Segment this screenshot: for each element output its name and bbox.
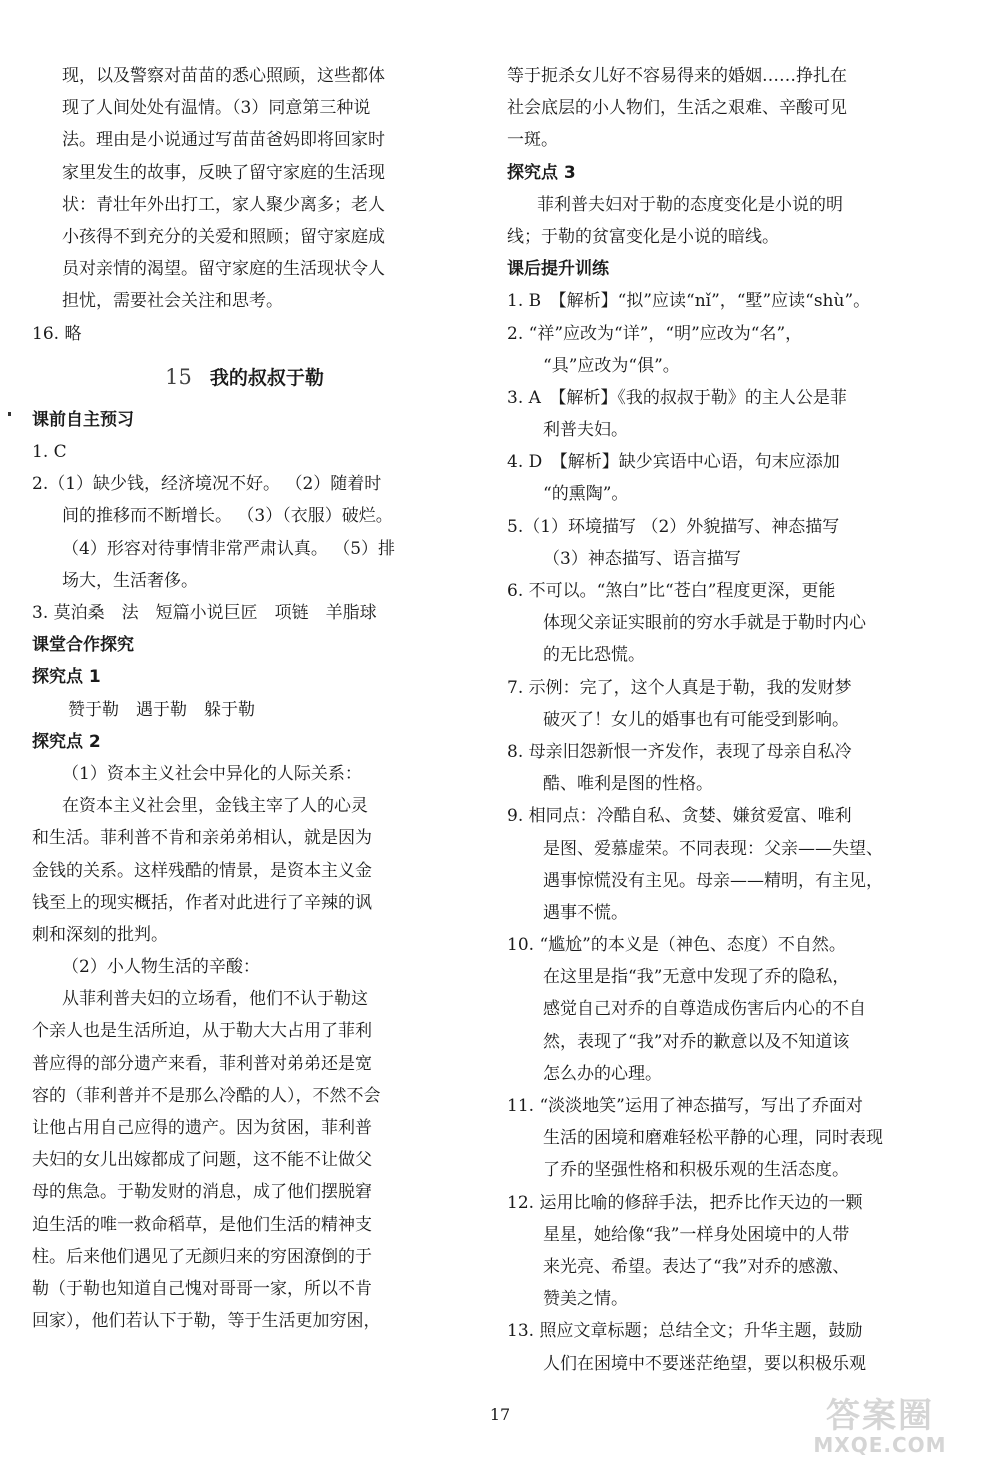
text-line: 母的焦急。于勒发财的消息，成了他们摆脱窘 [32, 1182, 372, 1203]
text-line: 从菲利普夫妇的立场看，他们不认于勒这 [62, 989, 368, 1010]
text-line: 回家），他们若认下于勒，等于生活更加穷困， [32, 1311, 381, 1332]
text-line: 怎么办的心理。 [543, 1063, 662, 1084]
text-line: 担忧，需要社会关注和思考。 [62, 291, 283, 312]
text-line: 状：青壮年外出打工，家人聚少离多；老人 [62, 194, 385, 215]
text-line: 一斑。 [507, 130, 558, 151]
text-line: 1. B 【解析】“拟”应读“nǐ”，“墅”应读“shù”。 [507, 291, 871, 312]
text-line: 场大，生活奢侈。 [62, 570, 198, 591]
text-line: 7. 示例：完了，这个人真是于勒，我的发财梦 [507, 677, 852, 698]
text-line: 3. 莫泊桑 法 短篇小说巨匠 项链 羊脂球 [32, 603, 377, 623]
section-heading: 课前自主预习 [32, 409, 134, 430]
text-line: （1）资本主义社会中异化的人际关系： [62, 763, 362, 784]
section-heading: 课后提升训练 [507, 259, 609, 280]
text-line: 了乔的坚强性格和积极乐观的生活态度。 [543, 1160, 849, 1181]
text-line: 6. 不可以。“煞白”比“苍白”程度更深，更能 [507, 581, 836, 601]
text-line: 感觉自己对乔的自尊造成伤害后内心的不自 [543, 999, 866, 1020]
text-line: 间的推移而不断增长。 （3）（衣服）破烂。 [62, 506, 393, 527]
margin-mark [8, 412, 11, 416]
left-column [32, 60, 457, 1337]
text-line: 让他占用自己应得的遗产。因为贫困，菲利普 [32, 1118, 372, 1138]
text-line: 在这里是指“我”无意中发现了乔的隐私， [543, 967, 850, 988]
text-line: 钱至上的现实概括，作者对此进行了辛辣的讽 [32, 892, 372, 913]
text-line: 11. “淡淡地笑”运用了神态描写，写出了乔面对 [507, 1096, 863, 1116]
section-heading: 探究点 2 [32, 731, 101, 752]
text-line: 遇事不慌。 [543, 902, 628, 923]
text-line: 员对亲情的渴望。留守家庭的生活现状令人 [62, 259, 385, 280]
text-line: （2）小人物生活的辛酸： [62, 957, 260, 978]
text-line: 容的（菲利普并不是那么冷酷的人），不然不会 [32, 1085, 381, 1106]
text-line: 2. “祥”应改为“详”，“明”应改为“名”， [507, 323, 803, 344]
text-line: 的无比恐慌。 [543, 645, 645, 666]
text-line: （4）形容对待事情非常严肃认真。 （5）排 [62, 538, 396, 559]
text-line: 是图、爱慕虚荣。不同表现：父亲——失望、 [543, 838, 883, 859]
text-line: 小孩得不到充分的关爱和照顾；留守家庭成 [62, 226, 385, 247]
text-line: 5.（1）环境描写 （2）外貌描写、神态描写 [507, 516, 840, 537]
text-line: “具”应改为“俱”。 [543, 355, 680, 376]
section-title [32, 361, 457, 393]
text-line: 个亲人也是生活所迫，从于勒大大占用了菲利 [32, 1021, 372, 1042]
text-line: 等于扼杀女儿好不容易得来的婚姻……挣扎在 [507, 66, 847, 86]
text-line: 现，以及警察对苗苗的悉心照顾，这些都体 [62, 66, 385, 86]
text-line: 然，表现了“我”对乔的歉意以及不知道该 [543, 1031, 850, 1052]
text-line: 生活的困境和磨难轻松平静的心理，同时表现 [543, 1128, 883, 1149]
text-line: 金钱的关系。这样残酷的情景，是资本主义金 [32, 860, 372, 881]
text-line: 9. 相同点：冷酷自私、贪婪、嫌贫爱富、唯利 [507, 806, 852, 827]
text-line: 4. D 【解析】缺少宾语中心语，句末应添加 [507, 452, 840, 473]
text-line: 线；于勒的贫富变化是小说的暗线。 [507, 226, 779, 247]
text-line: 赞美之情。 [543, 1289, 628, 1310]
text-line: 3. A 【解析】《我的叔叔于勒》的主人公是菲 [507, 387, 847, 408]
text-line: （3）神态描写、语言描写 [543, 548, 741, 569]
text-line: 赞于勒 遇于勒 躲于勒 [68, 699, 255, 720]
text-line: “的熏陶”。 [543, 484, 629, 505]
text-line: 刺和深刻的批判。 [32, 924, 168, 945]
text-line: 10. “尴尬”的本义是（神色、态度）不自然。 [507, 935, 846, 956]
text-line: 2.（1）缺少钱，经济境况不好。 （2）随着时 [32, 474, 382, 495]
section-number: 15 [165, 364, 192, 389]
section-heading: 探究点 3 [507, 162, 576, 183]
text-line: 酷、唯利是图的性格。 [543, 774, 713, 795]
text-line: 星星，她给像“我”一样身处困境中的人带 [543, 1224, 850, 1245]
text-line: 现了人间处处有温情。（3）同意第三种说 [62, 98, 371, 119]
watermark-url: MXQE.COM [813, 1433, 947, 1457]
text-line: 人们在困境中不要迷茫绝望，要以积极乐观 [543, 1353, 866, 1374]
text-line: 菲利普夫妇对于勒的态度变化是小说的明 [537, 194, 843, 215]
text-line: 12. 运用比喻的修辞手法，把乔比作天边的一颗 [507, 1192, 863, 1213]
watermark [780, 1398, 980, 1460]
text-line: 夫妇的女儿出嫁都成了问题，这不能不让做父 [32, 1150, 372, 1171]
text-line: 体现父亲证实眼前的穷水手就是于勒时内心 [543, 613, 866, 634]
text-line: 8. 母亲旧怨新恨一齐发作，表现了母亲自私冷 [507, 741, 852, 762]
section-heading: 课堂合作探究 [32, 635, 134, 656]
section-heading: 探究点 1 [32, 667, 101, 688]
text-line: 在资本主义社会里，金钱主宰了人的心灵 [62, 796, 368, 817]
text-line: 利普夫妇。 [543, 420, 628, 441]
text-line: 遇事惊慌没有主见。母亲——精明，有主见， [543, 870, 883, 891]
section-title-text: 我的叔叔于勒 [209, 366, 324, 389]
text-line: 破灭了！女儿的婚事也有可能受到影响。 [543, 709, 849, 730]
text-line: 柱。后来他们遇见了无颜归来的穷困潦倒的于 [32, 1246, 372, 1267]
text-line: 1. C [32, 442, 67, 463]
right-column [507, 60, 950, 1380]
text-line: 家里发生的故事，反映了留守家庭的生活现 [62, 162, 385, 183]
watermark-logo: 答案圈 [826, 1396, 934, 1436]
text-line: 社会底层的小人物们，生活之艰难、辛酸可见 [507, 98, 847, 119]
text-line: 16. 略 [32, 323, 82, 344]
text-line: 普应得的部分遗产来看，菲利普对弟弟还是宽 [32, 1053, 372, 1074]
page-number: 17 [489, 1405, 511, 1424]
text-line: 来光亮、希望。表达了“我”对乔的感激、 [543, 1256, 850, 1277]
text-line: 迫生活的唯一救命稻草，是他们生活的精神支 [32, 1214, 372, 1235]
text-line: 法。理由是小说通过写苗苗爸妈即将回家时 [62, 130, 385, 151]
text-line: 勒（于勒也知道自己愧对哥哥一家，所以不肯 [32, 1278, 372, 1299]
text-line: 和生活。菲利普不肯和亲弟弟相认，就是因为 [32, 828, 372, 849]
text-line: 13. 照应文章标题；总结全文；升华主题，鼓励 [507, 1321, 863, 1342]
